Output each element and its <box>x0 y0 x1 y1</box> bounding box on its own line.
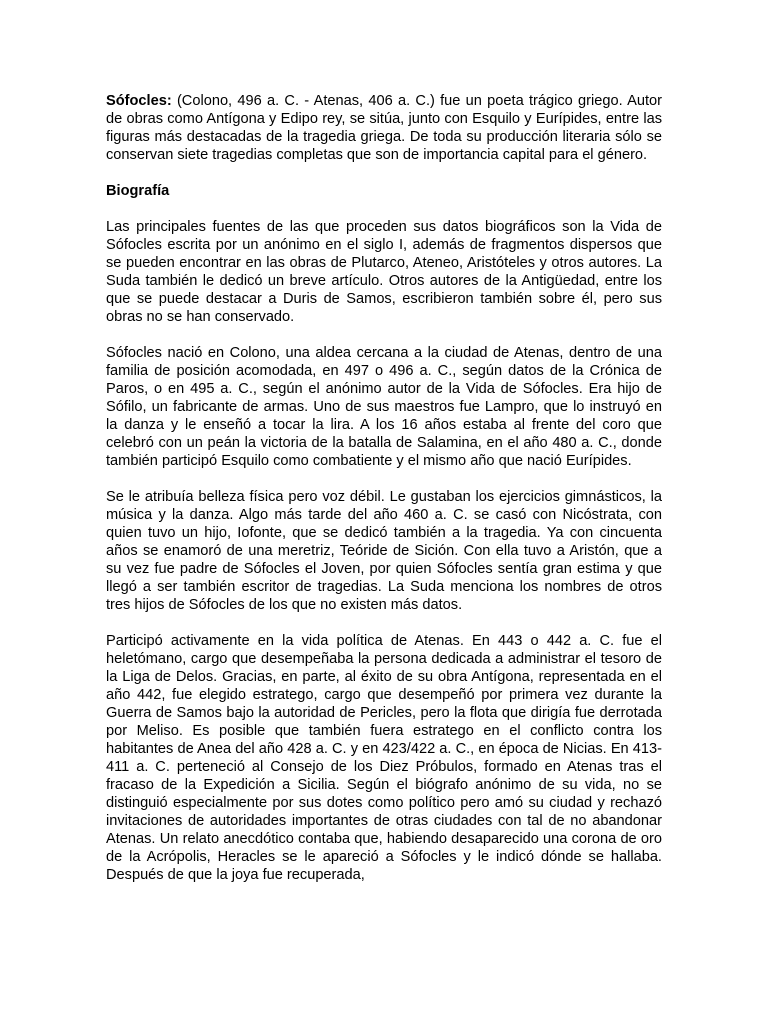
paragraph-personal-life: Se le atribuía belleza física pero voz débil. Le gustaban los ejercicios gimnásticos, la música y la danza. Algo más tarde del año 460 a. C. se casó con Nicóstrata, con quien tuvo un hijo, Iofonte, que se dedicó también a la tragedia. Ya con cincuenta años se enamoró de una meretriz, Teóride de Sición. Con ella tuvo a Aristón, que a su vez fue padre de Sófocles el Joven, por quien Sófocles sentía gran estima y que llegó a ser también escritor de tragedias. La Suda menciona los nombres de otros tres hijos de Sófocles de los que no existen más datos. <box>106 489 662 613</box>
paragraph-politics: Participó activamente en la vida política de Atenas. En 443 o 442 a. C. fue el heletómano, cargo que desempeñaba la persona dedicada a administrar el tesoro de la Liga de Delos. Gracias, en parte, al éxito de su obra Antígona, representada en el año 442, fue elegido estratego, cargo que desempeñó por primera vez durante la Guerra de Samos bajo la autoridad de Pericles, pero la flota que dirigía fue derrotada por Meliso. Es posible que también fuera estratego en el conflicto contra los habitantes de Anea del año 428 a. C. y en 423/422 a. C., en época de Nicias. En 413-411 a. C. perteneció al Consejo de los Diez Próbulos, formado en Atenas tras el fracaso de la Expedición a Sicilia. Según el biógrafo anónimo de su vida, no se distinguió especialmente por sus dotes como político pero amó su ciudad y rechazó invitaciones de autoridades importantes de otras ciudades con tal de no abandonar Atenas. Un relato anecdótico contaba que, habiendo desaparecido una corona de oro de la Acrópolis, Heracles se le apareció a Sófocles y le indicó dónde se hallaba. Después de que la joya fue recuperada, <box>106 633 662 883</box>
section-heading: Biografía <box>106 183 170 199</box>
intro-paragraph <box>106 92 662 164</box>
document-page <box>106 92 662 902</box>
intro-text: (Colono, 496 a. C. - Atenas, 406 a. C.) fue un poeta trágico griego. Autor de obras como Antígona y Edipo rey, se sitúa, junto con Esquilo y Eurípides, entre las figuras más destacadas de la tragedia griega. De toda su producción literaria sólo se conservan siete tragedias completas que son de importancia capital para el género. <box>106 93 662 163</box>
intro-term: Sófocles: <box>106 93 172 109</box>
paragraph-birth: Sófocles nació en Colono, una aldea cercana a la ciudad de Atenas, dentro de una familia de posición acomodada, en 497 o 496 a. C., según datos de la Crónica de Paros, o en 495 a. C., según el anónimo autor de la Vida de Sófocles. Era hijo de Sófilo, un fabricante de armas. Uno de sus maestros fue Lampro, que lo instruyó en la danza y le enseñó a tocar la lira. A los 16 años estaba al frente del coro que celebró con un peán la victoria de la batalla de Salamina, en el año 480 a. C., donde también participó Esquilo como combatiente y el mismo año que nació Eurípides. <box>106 345 662 469</box>
paragraph-sources: Las principales fuentes de las que proceden sus datos biográficos son la Vida de Sófocles escrita por un anónimo en el siglo I, además de fragmentos dispersos que se pueden encontrar en las obras de Plutarco, Ateneo, Aristóteles y otros autores. La Suda también le dedicó un breve artículo. Otros autores de la Antigüedad, entre los que se puede destacar a Duris de Samos, escribieron también sobre él, pero sus obras no se han conservado. <box>106 219 662 325</box>
